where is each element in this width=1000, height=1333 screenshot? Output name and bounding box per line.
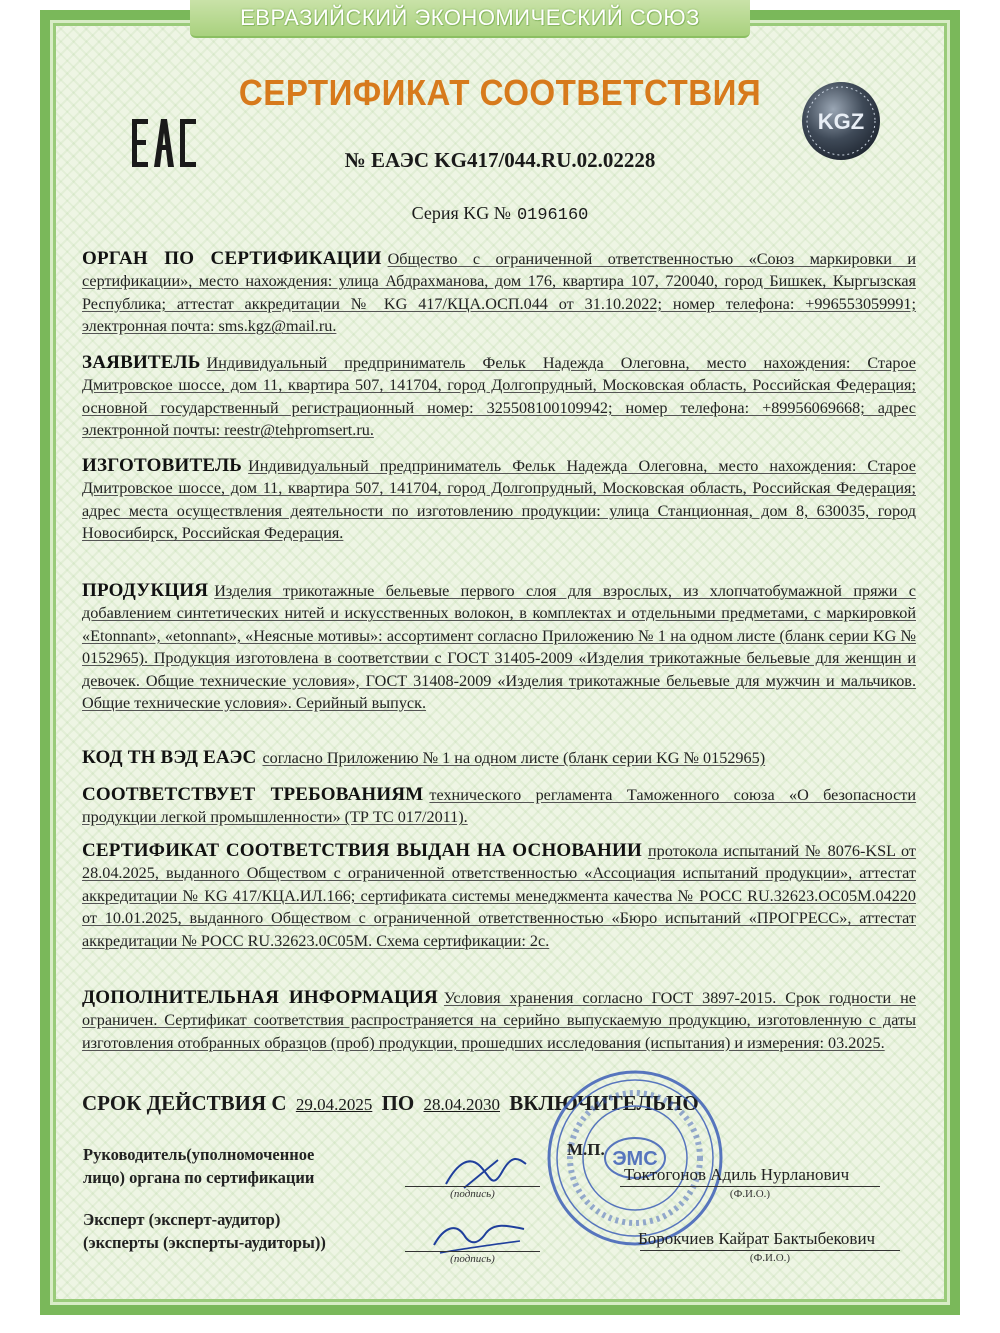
validity-from-date: 29.04.2025	[295, 1095, 373, 1114]
section-label: СЕРТИФИКАТ СООТВЕТСТВИЯ ВЫДАН НА ОСНОВАНИИ	[82, 840, 642, 861]
seal-place-label: М.П.	[567, 1140, 605, 1159]
validity-period	[82, 1091, 916, 1116]
section-text: Индивидуальный предприниматель Фельк Надежда Олеговна, место нахождения: Старое Дмитровское шоссе, дом 11, квартира 507, 141704, город Долгопрудный, Московская область, Российская Федерация; основной государственный регистрационный номер: 325508100109942; номер телефона: +89956069668; адрес электронной почты: reestr@tehpromsert.ru.	[82, 354, 916, 440]
section-manufacturer	[82, 455, 916, 545]
stamp-center-text: ЭМС	[612, 1148, 658, 1170]
section-text: согласно Приложению № 1 на одном листе (бланк серии KG № 0152965)	[262, 749, 766, 767]
banner-text: ЕВРАЗИЙСКИЙ ЭКОНОМИЧЕСКИЙ СОЮЗ	[240, 5, 700, 30]
series-label: Серия KG №	[411, 203, 511, 223]
validity-to-date: 28.04.2030	[423, 1095, 500, 1114]
series-line	[0, 203, 1000, 225]
section-compliance	[82, 784, 916, 829]
validity-prefix: СРОК ДЕЙСТВИЯ С	[82, 1091, 287, 1115]
head-signature-caption: (подпись)	[405, 1186, 540, 1200]
section-label: ДОПОЛНИТЕЛЬНАЯ ИНФОРМАЦИЯ	[82, 987, 438, 1008]
certificate-title: СЕРТИФИКАТ СООТВЕТСТВИЯ	[238, 72, 762, 113]
section-applicant	[82, 352, 916, 442]
head-fio-caption: (Ф.И.О.)	[620, 1186, 880, 1200]
section-certification-body	[82, 248, 916, 338]
expert-fio-caption: (Ф.И.О.)	[640, 1250, 900, 1264]
section-basis	[82, 840, 916, 952]
hologram-text: KGZ	[817, 109, 865, 134]
expert-label-line-1: Эксперт (эксперт-аудитор)	[83, 1210, 281, 1229]
expert-label-line-2: (эксперты (эксперты-аудиторы))	[83, 1233, 326, 1252]
section-text: технического регламента Таможенного союза «О безопасности продукции легкой промышленности» (ТР ТС 017/2011).	[82, 786, 917, 827]
head-label-line-1: Руководитель(уполномоченное	[83, 1145, 315, 1164]
section-product	[82, 580, 916, 714]
section-tn-ved-code	[82, 747, 916, 769]
banner	[190, 0, 750, 38]
validity-mid: ПО	[381, 1091, 415, 1115]
section-label: ИЗГОТОВИТЕЛЬ	[82, 455, 243, 476]
expert-signature-caption: (подпись)	[405, 1251, 540, 1265]
section-text: Индивидуальный предприниматель Фельк Надежда Олеговна, место нахождения: Старое Дмитровское шоссе, дом 11, квартира 507, 141704, город Долгопрудный, Московская область, Российская Федерация; адрес места осуществления деятельности по изготовлению продукции: улица Станционная, дом 8, 630035, город Новосибирск, Российская Федерация.	[82, 457, 916, 543]
head-label-line-2: лицо) органа по сертификации	[83, 1168, 315, 1187]
validity-suffix: ВКЛЮЧИТЕЛЬНО	[509, 1091, 699, 1115]
head-full-name: Токтогонов Адиль Нурланович	[624, 1165, 850, 1184]
section-label: ЗАЯВИТЕЛЬ	[82, 352, 201, 373]
section-label: ПРОДУКЦИЯ	[82, 580, 209, 601]
section-text: протокола испытаний № 8076-KSL от 28.04.2025, выданного Обществом с ограниченной ответственностью «Ассоциация испытаний продукции», аттестат аккредитации № KG 417/КЦА.ИЛ.166; сертификата системы менеджмента качества № РОСС RU.32623.ОС05М.04220 от 10.01.2025, выданного Обществом с ограниченной ответственностью «Бюро испытаний «ПРОГРЕСС», аттестат аккредитации № РОСС RU.32623.0С05М. Схема сертификации: 2с.	[82, 842, 916, 950]
section-additional-info	[82, 987, 916, 1054]
section-text: Изделия трикотажные бельевые первого слоя для взрослых, из хлопчатобумажной пряжи с добавлением синтетических нитей и искусственных волокон, в комплектах и отдельными предметами, с маркировкой «Etonnant», «etonnant», «Неясные мотивы»: ассортимент согласно Приложению № 1 на одном листе (бланк серии KG № 0152965). Продукция изготовлена в соответствии с ГОСТ 31405-2009 «Изделия трикотажные бельевые для женщин и девочек. Общие технические условия», ГОСТ 31408-2009 «Изделия трикотажные бельевые для мужчин и мальчиков. Общие технические условия». Серийный выпуск.	[82, 582, 916, 713]
expert-full-name: Борокчиев Кайрат Бактыбекович	[638, 1229, 876, 1248]
section-text: Общество с ограниченной ответственностью «Союз маркировки и сертификации», место нахождения: улица Абдрахманова, дом 176, квартира 107, 720040, город Бишкек, Кыргызская Республика; аттестат аккредитации № KG 417/КЦА.ОСП.044 от 31.10.2022; номер телефона: +996553059991; электронная почта: sms.kgz@mail.ru.	[82, 250, 916, 336]
series-number: 0196160	[516, 206, 589, 225]
section-text: Условия хранения согласно ГОСТ 3897-2015. Срок годности не ограничен. Сертификат соответствия распространяется на серийно выпускаемую продукцию, изготовленную с даты изготовления отобранных образцов (проб) продукции, прошедших исследования (испытания) и измерения: 03.2025.	[82, 989, 916, 1052]
section-label: КОД ТН ВЭД ЕАЭС	[82, 747, 257, 768]
section-label: ОРГАН ПО СЕРТИФИКАЦИИ	[82, 248, 382, 269]
section-label: СООТВЕТСТВУЕТ ТРЕБОВАНИЯМ	[82, 784, 424, 805]
certificate-number: № ЕАЭС KG417/044.RU.02.02228	[344, 148, 656, 172]
